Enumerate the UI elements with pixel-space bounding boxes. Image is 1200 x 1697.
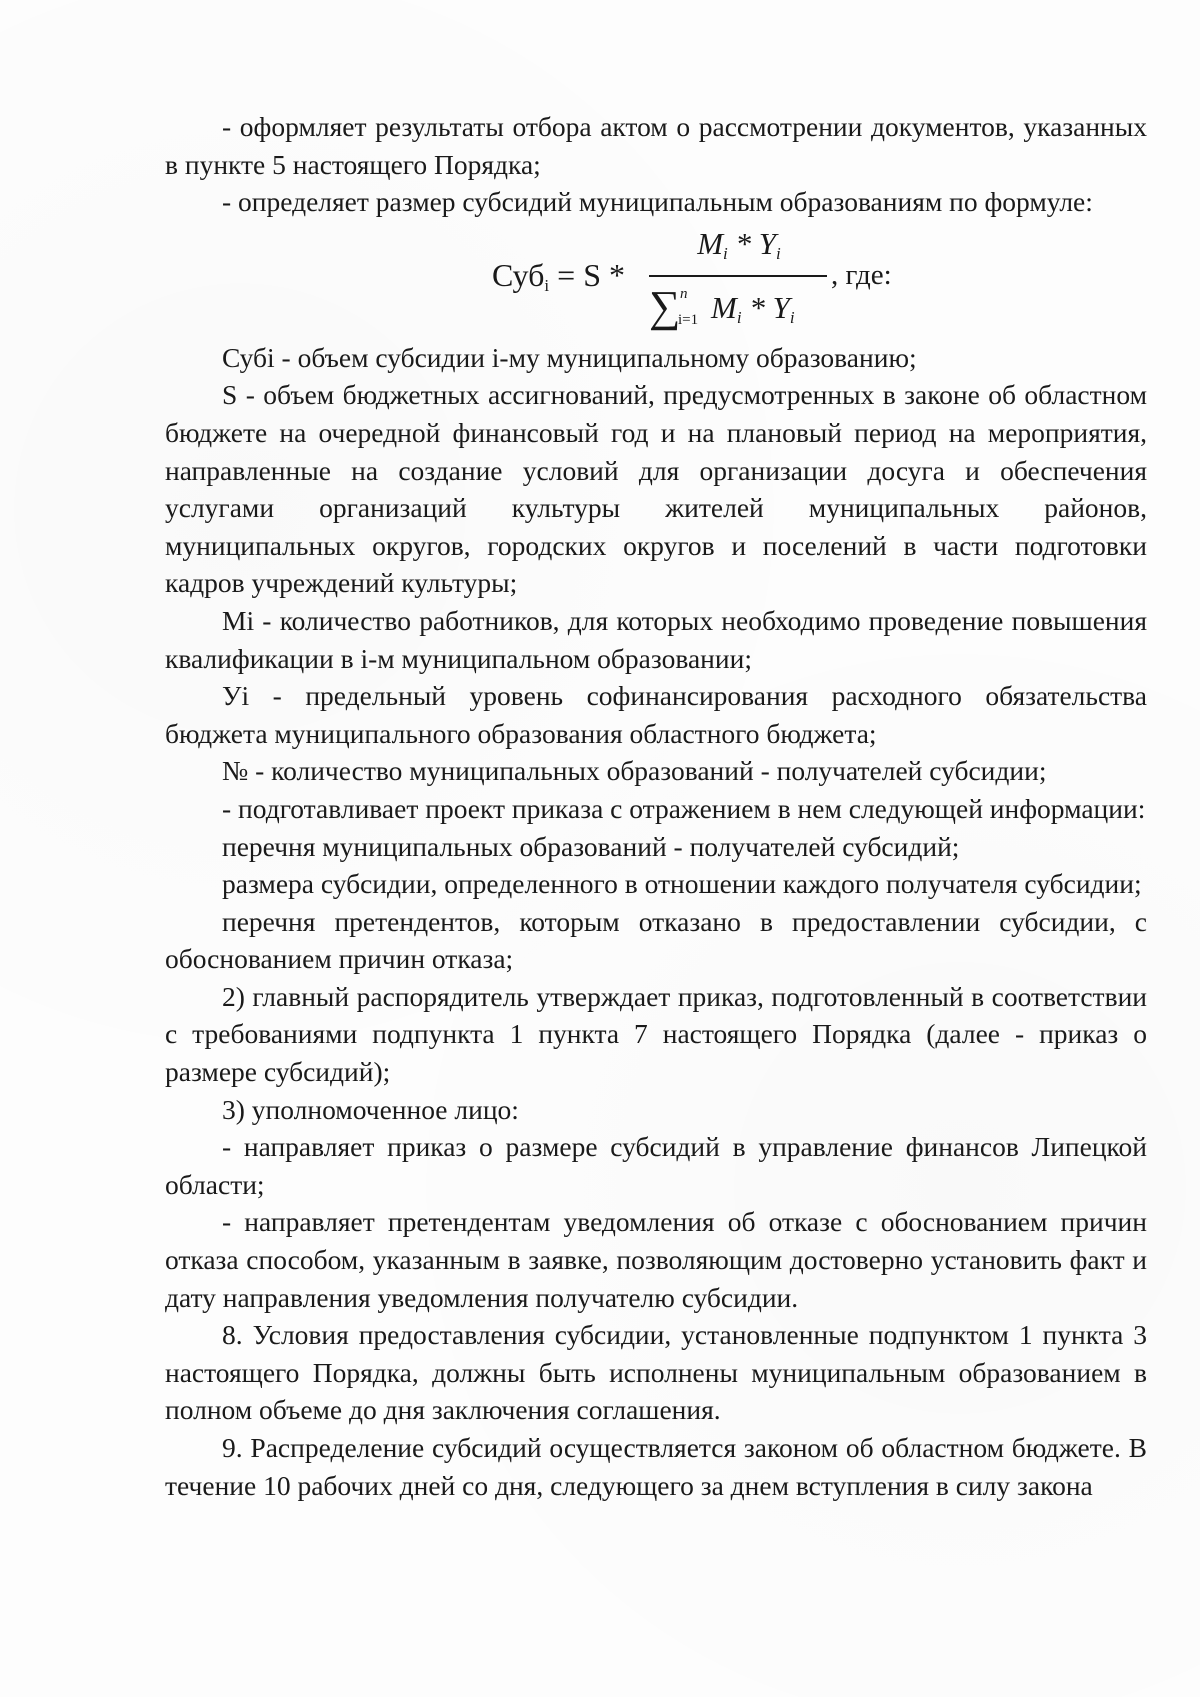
formula-fraction-bar <box>649 275 827 277</box>
paragraph-item-2: 2) главный распорядитель утверждает приказ, подготовленный в соответствии с требованиями подпункта 1 пункта 7 настоящего Порядка (далее - приказ о размере субсидий); <box>165 980 1147 1088</box>
formula-lhs-symbol: Суб <box>492 256 545 293</box>
paragraph-sub-i: Субi - объем субсидии i-му муниципальному образованию; <box>222 341 917 373</box>
paragraph-y-i: Уi - предельный уровень софинансирования расходного обязательства бюджета муниципального образования областного бюджета; <box>165 680 1147 749</box>
paragraph-item-9: 9. Распределение субсидий осуществляется законом об областном бюджете. В течение 10 рабочих дней со дня, следующего за днем вступления в силу закона <box>165 1432 1147 1501</box>
paragraph-item-3: 3) уполномоченное лицо: <box>222 1093 519 1125</box>
formula-sigma-lower: i=1 <box>678 311 699 328</box>
paragraph-list-municipalities: перечня муниципальных образований - получателей субсидий; <box>222 830 960 862</box>
subsidy-formula <box>165 221 1147 339</box>
formula-eq-mult: = S * <box>549 256 625 293</box>
document-body <box>165 108 1147 1504</box>
formula-num-mid: * Y <box>727 225 777 261</box>
paragraph-send-order: - направляет приказ о размере субсидий в управление финансов Липецкой области; <box>165 1131 1147 1200</box>
formula-den-m-sub: i <box>736 307 742 327</box>
paragraph-rejected-applicants: перечня претендентов, которым отказано в предоставлении субсидии, с обоснованием причин отказа; <box>165 905 1147 975</box>
paragraph-subsidy-amount: размера субсидии, определенного в отношении каждого получателя субсидии; <box>222 868 1142 900</box>
paragraph-send-rejections: - направляет претендентам уведомления об отказе с обоснованием причин отказа способом, указанным в заявке, позволяющим достоверно установить факт и дату направления уведомления получателю субсидии. <box>165 1206 1147 1313</box>
paragraph-prepares-order: - подготавливает проект приказа с отражением в нем следующей информации: <box>222 792 1146 824</box>
formula-num-m: M <box>697 225 724 261</box>
paragraph-subsidy-size: - определяет размер субсидий муниципальным образованиям по формуле: <box>222 186 1093 218</box>
paragraph-m-i: Mi - количество работников, для которых необходимо проведение повышения квалификации в i-м муниципальном образовании; <box>165 604 1147 674</box>
paragraph-selection-results: - оформляет результаты отбора актом о рассмотрении документов, указанных в пункте 5 настоящего Порядка; <box>165 111 1147 180</box>
formula-suffix: , где: <box>831 258 892 291</box>
formula-lhs-subscript: i <box>544 275 550 295</box>
formula-den-expression <box>711 289 795 337</box>
formula-num-m-sub: i <box>723 243 728 263</box>
paragraph-s: S - объем бюджетных ассигнований, предусмотренных в законе об областном бюджете на очередной финансовый год и на плановый период на мероприятия, направленные на создание условий для организации досуга и обеспечения услугами организаций культуры жителей муниципальных районов, муниципальных округов, городских округов и поселений в части подготовки кадров учреждений культуры; <box>165 379 1147 599</box>
formula-den-m: M <box>711 289 737 325</box>
formula-den-mid: * Y <box>741 289 790 325</box>
formula-numerator <box>663 225 815 273</box>
formula-lhs <box>492 257 625 305</box>
formula-den-y-sub: i <box>789 307 795 327</box>
paragraph-item-8: 8. Условия предоставления субсидии, установленные подпунктом 1 пункта 3 настоящего Порядка, должны быть исполнены муниципальным образованием в полном объеме до дня заключения соглашения. <box>165 1319 1147 1426</box>
formula-num-y-sub: i <box>776 243 781 263</box>
formula-sigma-upper: n <box>680 285 688 302</box>
paragraph-n: № - количество муниципальных образований - получателей субсидии; <box>222 755 1047 787</box>
formula-sigma: ∑ <box>649 281 681 331</box>
